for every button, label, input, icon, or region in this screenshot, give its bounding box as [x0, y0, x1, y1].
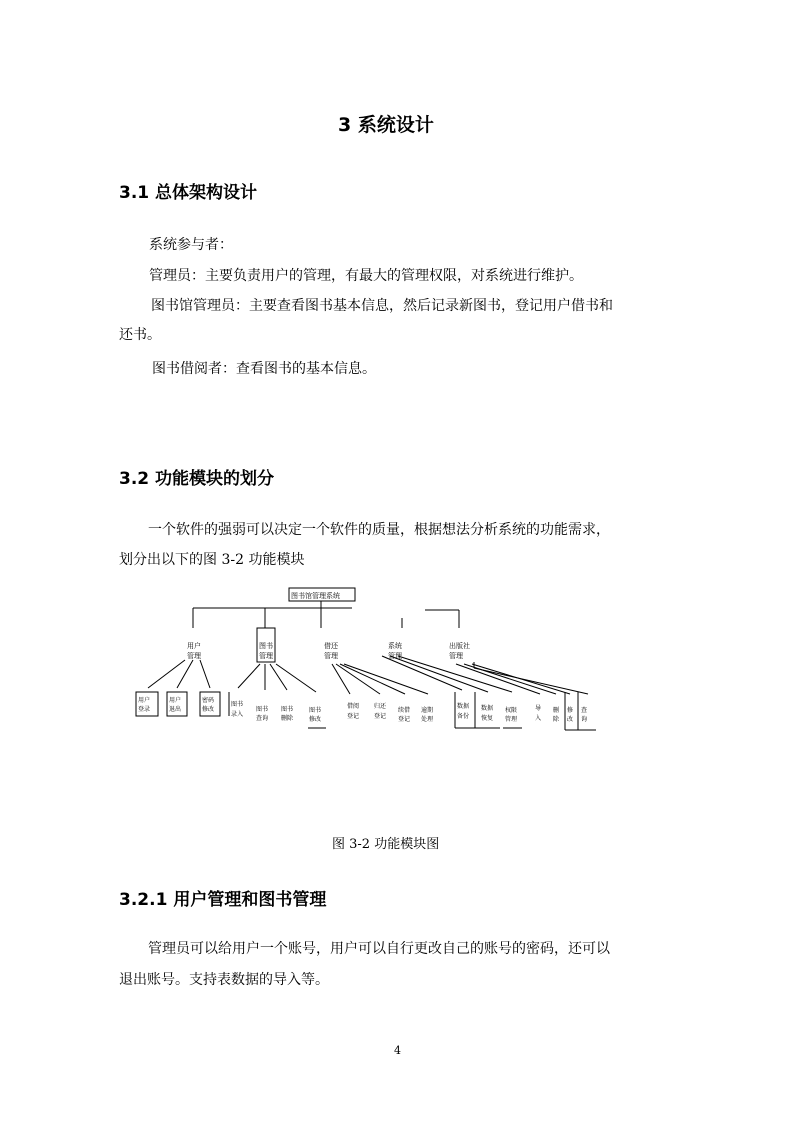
module-label: 图书	[259, 642, 273, 650]
leaf-label: 登记	[347, 713, 360, 720]
leaf-labels	[138, 696, 587, 723]
leaf-label: 改	[567, 716, 574, 723]
paragraph: 管理员可以给用户一个账号，用户可以自行更改自己的账号的密码，还可以	[148, 941, 610, 957]
leaf-label: 图书	[281, 706, 294, 713]
leaf-label: 删	[553, 707, 560, 714]
leaf-label: 续借	[398, 707, 411, 714]
module-labels	[187, 641, 470, 660]
paragraph: 还书。	[119, 327, 161, 343]
leaf-label: 登记	[398, 716, 411, 723]
leaf-label: 查询	[256, 715, 269, 722]
leaf-label: 数据	[457, 703, 470, 710]
figure-caption: 图 3-2 功能模块图	[332, 837, 440, 852]
module-label: 管理	[324, 652, 338, 660]
paragraph: 图书借阅者：查看图书的基本信息。	[152, 361, 376, 377]
leaf-label: 备份	[457, 713, 470, 720]
leaf-label: 退出	[169, 706, 182, 713]
page-number: 4	[394, 1044, 401, 1057]
leaf-label: 密码	[202, 697, 215, 704]
root-node-label: 图书馆管理系统	[291, 592, 340, 600]
leaf-label: 登记	[374, 713, 387, 720]
leaf-label: 修	[567, 707, 574, 714]
module-label: 借还	[324, 642, 338, 650]
leaf-label: 管理	[505, 716, 518, 723]
leaf-label: 处理	[421, 716, 434, 723]
leaf-label: 登录	[138, 706, 151, 713]
leaf-label: 恢复	[481, 715, 494, 722]
module-label: 管理	[388, 652, 402, 660]
leaf-label: 用户	[169, 697, 182, 704]
module-label: 用户	[187, 642, 201, 650]
leaf-label: 询	[581, 716, 588, 723]
module-label: 管理	[259, 652, 273, 660]
leaf-label: 修改	[202, 706, 215, 713]
leaf-label: 修改	[309, 716, 322, 723]
leaf-label: 图书	[231, 701, 244, 708]
leaf-label: 入	[535, 715, 542, 722]
leaf-label: 数据	[481, 705, 494, 712]
leaf-label: 录入	[231, 711, 244, 718]
section-3-2-heading: 3.2 功能模块的划分	[119, 469, 275, 489]
leaf-label: 归还	[374, 703, 387, 710]
leaf-label: 借阅	[347, 703, 360, 710]
leaf-label: 图书	[309, 707, 322, 714]
leaf-label: 权限	[505, 707, 518, 714]
leaf-label: 除	[553, 716, 560, 723]
paragraph: 一个软件的强弱可以决定一个软件的质量，根据想法分析系统的功能需求，	[148, 522, 610, 538]
leaf-label: 逾期	[421, 707, 434, 714]
module-label: 管理	[449, 652, 463, 660]
leaf-label: 用户	[138, 697, 151, 704]
paragraph: 图书馆管理员：主要查看图书基本信息，然后记录新图书，登记用户借书和	[151, 298, 613, 314]
leaf-label: 查	[581, 707, 588, 714]
leaf-label: 图书	[256, 706, 269, 713]
module-label: 系统	[388, 642, 402, 650]
paragraph: 退出账号。支持表数据的导入等。	[119, 972, 329, 988]
paragraph: 管理员：主要负责用户的管理，有最大的管理权限，对系统进行维护。	[149, 268, 583, 284]
leaf-label: 删除	[281, 715, 294, 722]
chapter-title: 3 系统设计	[338, 114, 434, 136]
module-label: 管理	[187, 652, 201, 660]
paragraph: 划分出以下的图 3-2 功能模块	[119, 552, 305, 568]
section-3-2-1-heading: 3.2.1 用户管理和图书管理	[119, 890, 327, 910]
leaf-label: 导	[535, 705, 542, 712]
paragraph: 系统参与者：	[149, 237, 233, 253]
module-label: 出版社	[449, 642, 470, 650]
section-3-1-heading: 3.1 总体架构设计	[119, 183, 258, 203]
